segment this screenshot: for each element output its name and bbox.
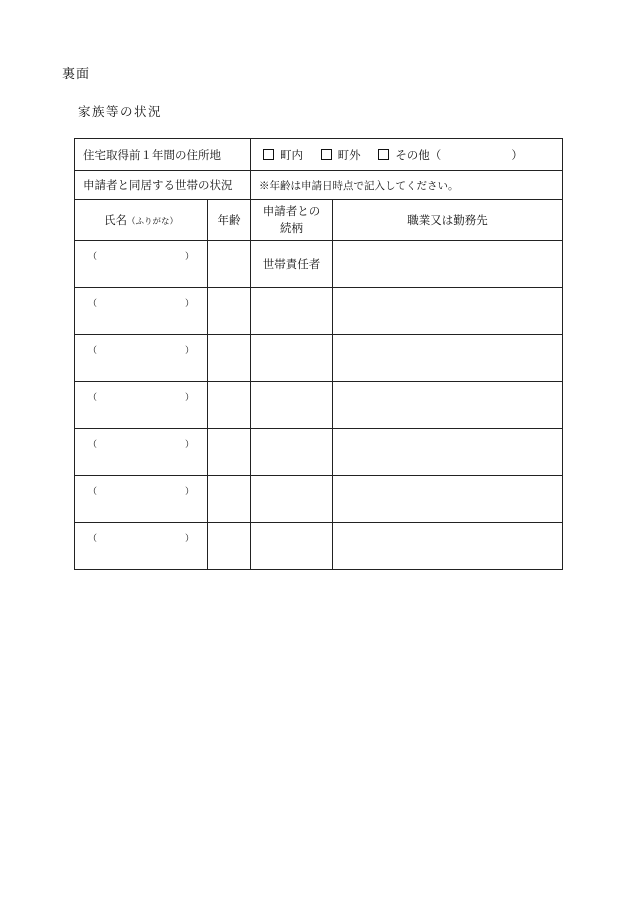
checkbox-icon[interactable] — [263, 149, 274, 160]
furigana-parentheses: （ ） — [88, 393, 194, 403]
furigana-parentheses: （ ） — [88, 346, 194, 356]
member-age-cell[interactable] — [208, 523, 251, 570]
member-name-cell[interactable] — [75, 382, 208, 429]
furigana-parentheses: （ ） — [88, 252, 194, 262]
member-name-cell[interactable] — [75, 335, 208, 382]
member-relation-cell[interactable] — [251, 288, 333, 335]
member-row — [75, 476, 563, 523]
member-age-cell[interactable] — [208, 241, 251, 288]
furigana-parentheses: （ ） — [88, 440, 194, 450]
member-relation-cell[interactable] — [251, 523, 333, 570]
option-other[interactable]: その他（ ） — [378, 147, 523, 163]
header-relation: 申請者との 続柄 — [251, 200, 333, 241]
member-relation-cell[interactable]: 世帯責任者 — [251, 241, 333, 288]
option-town-outside[interactable]: 町外 — [321, 147, 361, 163]
address-label: 住宅取得前１年間の住所地 — [75, 139, 251, 171]
option-town-inside[interactable]: 町内 — [263, 147, 303, 163]
member-relation-cell[interactable] — [251, 335, 333, 382]
member-name-cell[interactable] — [75, 288, 208, 335]
member-age-cell[interactable] — [208, 335, 251, 382]
member-occupation-cell[interactable] — [333, 523, 563, 570]
member-name-cell[interactable] — [75, 429, 208, 476]
member-relation-cell[interactable] — [251, 476, 333, 523]
member-occupation-cell[interactable] — [333, 382, 563, 429]
member-occupation-cell[interactable] — [333, 335, 563, 382]
header-age: 年齢 — [208, 200, 251, 241]
member-occupation-cell[interactable] — [333, 288, 563, 335]
member-row — [75, 382, 563, 429]
page-side-label: 裏面 — [62, 67, 91, 82]
member-relation-cell[interactable] — [251, 429, 333, 476]
header-occupation: 職業又は勤務先 — [333, 200, 563, 241]
member-row — [75, 241, 563, 288]
member-name-cell[interactable] — [75, 523, 208, 570]
checkbox-icon[interactable] — [378, 149, 389, 160]
address-options — [251, 139, 563, 171]
member-occupation-cell[interactable] — [333, 241, 563, 288]
member-row — [75, 429, 563, 476]
member-age-cell[interactable] — [208, 429, 251, 476]
household-row — [75, 171, 563, 200]
member-row — [75, 335, 563, 382]
section-title: 家族等の状況 — [78, 104, 163, 119]
address-row — [75, 139, 563, 171]
member-name-cell[interactable] — [75, 476, 208, 523]
member-age-cell[interactable] — [208, 382, 251, 429]
household-label: 申請者と同居する世帯の状況 — [75, 171, 251, 200]
member-relation-cell[interactable] — [251, 382, 333, 429]
member-row — [75, 288, 563, 335]
member-occupation-cell[interactable] — [333, 476, 563, 523]
age-note: ※年齢は申請日時点で記入してください。 — [251, 171, 563, 200]
family-status-table — [74, 138, 563, 570]
member-name-cell[interactable] — [75, 241, 208, 288]
member-row — [75, 523, 563, 570]
header-furigana: （ふりがな） — [126, 217, 178, 227]
column-header-row — [75, 200, 563, 241]
furigana-parentheses: （ ） — [88, 487, 194, 497]
member-age-cell[interactable] — [208, 476, 251, 523]
furigana-parentheses: （ ） — [88, 299, 194, 309]
header-name: 氏名（ふりがな） — [75, 200, 208, 241]
furigana-parentheses: （ ） — [88, 534, 194, 544]
member-age-cell[interactable] — [208, 288, 251, 335]
checkbox-icon[interactable] — [321, 149, 332, 160]
member-occupation-cell[interactable] — [333, 429, 563, 476]
